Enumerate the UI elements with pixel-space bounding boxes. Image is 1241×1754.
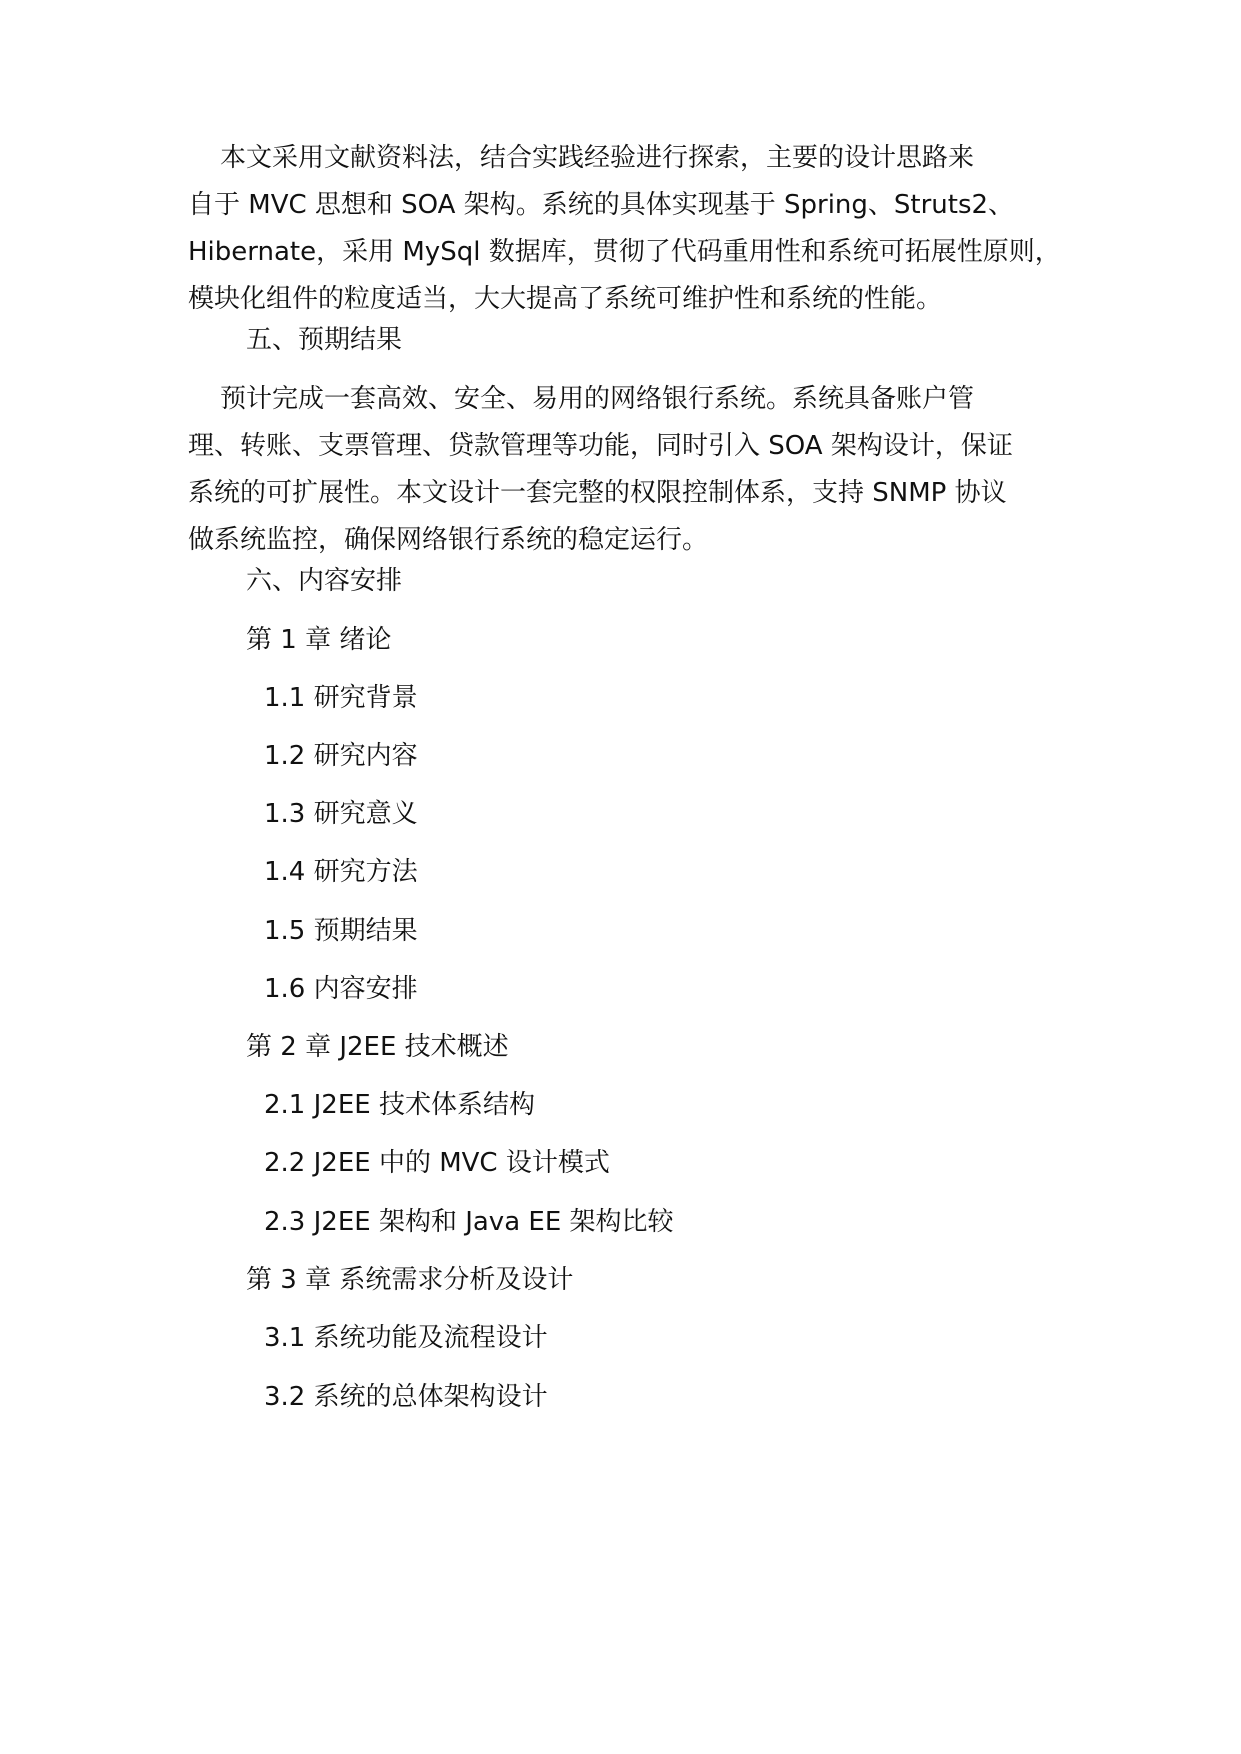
- outline-section: 1.3 研究意义: [264, 799, 418, 829]
- outline-section: 2.1 J2EE 技术体系结构: [264, 1090, 535, 1120]
- outline-chapter: 第 3 章 系统需求分析及设计: [246, 1265, 574, 1295]
- expected-results-paragraph: [188, 376, 1013, 564]
- section-heading-content-arrangement: 六、内容安排: [246, 566, 403, 596]
- outline-section: 1.1 研究背景: [264, 683, 418, 713]
- outline-section: 2.3 J2EE 架构和 Java EE 架构比较: [264, 1207, 674, 1237]
- outline-section: 1.2 研究内容: [264, 741, 418, 771]
- outline-section: 3.2 系统的总体架构设计: [264, 1382, 548, 1412]
- method-paragraph: [188, 135, 1061, 323]
- paragraph-line: 做系统监控，确保网络银行系统的稳定运行。: [188, 525, 709, 555]
- paragraph-line: Hibernate，采用 MySql 数据库，贯彻了代码重用性和系统可拓展性原则，: [188, 237, 1061, 267]
- paragraph-line: 模块化组件的粒度适当，大大提高了系统可维护性和系统的性能。: [188, 284, 943, 314]
- paragraph-line: 理、转账、支票管理、贷款管理等功能，同时引入 SOA 架构设计，保证: [188, 431, 1013, 461]
- paragraph-line: 系统的可扩展性。本文设计一套完整的权限控制体系，支持 SNMP 协议: [188, 478, 1007, 508]
- outline-section: 1.5 预期结果: [264, 916, 418, 946]
- paragraph-line: 预计完成一套高效、安全、易用的网络银行系统。系统具备账户管: [220, 384, 975, 414]
- outline-section: 1.4 研究方法: [264, 857, 418, 887]
- paragraph-line: 本文采用文献资料法，结合实践经验进行探索，主要的设计思路来: [220, 143, 975, 173]
- section-heading-expected-results: 五、预期结果: [246, 325, 403, 355]
- outline-section: 1.6 内容安排: [264, 974, 418, 1004]
- paragraph-line: 自于 MVC 思想和 SOA 架构。系统的具体实现基于 Spring、Struts2、: [188, 190, 1015, 220]
- outline-chapter: 第 2 章 J2EE 技术概述: [246, 1032, 509, 1062]
- outline-section: 2.2 J2EE 中的 MVC 设计模式: [264, 1148, 610, 1178]
- outline-chapter: 第 1 章 绪论: [246, 625, 392, 655]
- outline-section: 3.1 系统功能及流程设计: [264, 1323, 548, 1353]
